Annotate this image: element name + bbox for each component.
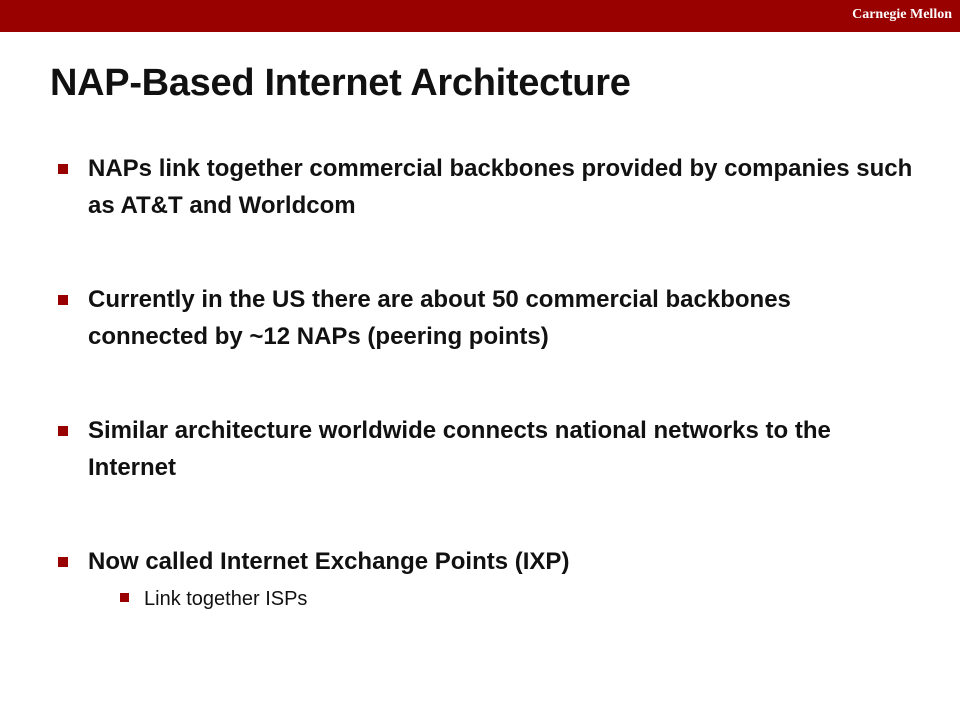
square-subbullet-icon (120, 593, 129, 602)
bullet-list (56, 150, 916, 614)
bullet-item (56, 543, 916, 580)
bullet-item (56, 281, 916, 355)
bullet-item (56, 150, 916, 224)
square-bullet-icon (58, 295, 68, 305)
header-bar (0, 0, 960, 32)
sub-bullet-item (120, 584, 916, 614)
bullet-text: Currently in the US there are about 50 commercial backbones connected by ~12 NAPs (peering points) (88, 286, 791, 350)
square-bullet-icon (58, 426, 68, 436)
sub-bullet-text: Link together ISPs (144, 588, 308, 610)
bullet-text: Now called Internet Exchange Points (IXP) (88, 548, 570, 575)
bullet-text: NAPs link together commercial backbones provided by companies such as AT&T and Worldcom (88, 155, 913, 219)
square-bullet-icon (58, 557, 68, 567)
brand-logo-text: Carnegie Mellon (852, 7, 952, 22)
slide-title: NAP-Based Internet Architecture (50, 62, 631, 104)
bullet-item (56, 412, 916, 486)
bullet-text: Similar architecture worldwide connects national networks to the Internet (88, 417, 831, 481)
square-bullet-icon (58, 164, 68, 174)
